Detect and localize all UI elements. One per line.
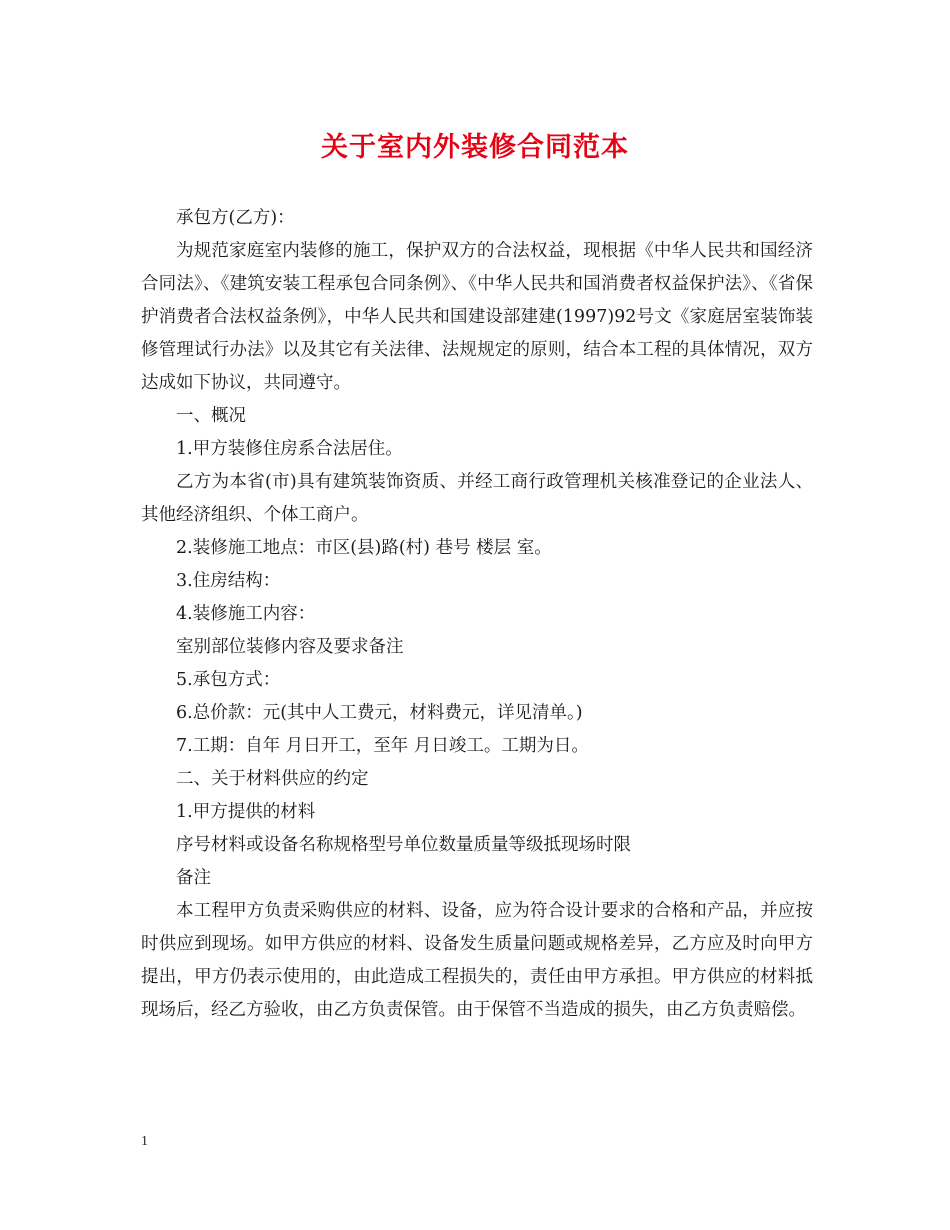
paragraph-item-2: 2.装修施工地点：市区(县)路(村) 巷号 楼层 室。 <box>176 538 552 558</box>
paragraph-materials-terms: 本工程甲方负责采购供应的材料、设备，应为符合设计要求的合格和产品，并应按时供应到现场。如甲方供应的材料、设备发生质量问题或规格差异，乙方应及时向甲方提出，甲方仍表示使用的，由此造成工程损失的，责任由甲方承担。甲方供应的材料抵现场后，经乙方验收，由乙方负责保管。由于保管不当造成的损失，由乙方负责赔偿。 <box>141 901 813 1020</box>
paragraph-preamble: 为规范家庭室内装修的施工，保护双方的合法权益，现根据《中华人民共和国经济合同法》、《建筑安装工程承包合同条例》、《中华人民共和国消费者权益保护法》、《省保护消费者合法权益条例》，中华人民共和国建设部建建(1997)92号文《家庭居室装饰装修管理试行办法》以及其它有关法律、法规规定的原则，结合本工程的具体情况，双方达成如下协议，共同遵守。 <box>141 241 813 393</box>
paragraph-room-table-header: 室别部位装修内容及要求备注 <box>176 637 404 657</box>
paragraph-item-1: 1.甲方装修住房系合法居住。 <box>176 439 403 459</box>
paragraph-item-5: 5.承包方式： <box>176 670 281 690</box>
document-body <box>141 202 813 1027</box>
paragraph-item-3: 3.住房结构： <box>176 571 281 591</box>
paragraph-item-6: 6.总价款：元(其中人工费元，材料费元，详见清单。) <box>176 703 583 723</box>
paragraph-item-7: 7.工期：自年 月日开工，至年 月日竣工。工期为日。 <box>176 736 589 756</box>
section-heading-materials: 二、关于材料供应的约定 <box>176 769 369 789</box>
paragraph-materials-item-1: 1.甲方提供的材料 <box>176 802 316 822</box>
paragraph-materials-table-header: 序号材料或设备名称规格型号单位数量质量等级抵现场时限 <box>176 835 631 855</box>
paragraph-contractor: 承包方(乙方)： <box>176 208 295 228</box>
document-title: 关于室内外装修合同范本 <box>321 132 629 163</box>
page-number: 1 <box>141 1134 148 1149</box>
paragraph-item-4: 4.装修施工内容： <box>176 604 316 624</box>
paragraph-remarks: 备注 <box>176 868 211 888</box>
paragraph-contractor-qualification: 乙方为本省(市)具有建筑装饰资质、并经工商行政管理机关核准登记的企业法人、其他经济组织、个体工商户。 <box>141 472 813 525</box>
section-heading-overview: 一、概况 <box>176 406 246 426</box>
